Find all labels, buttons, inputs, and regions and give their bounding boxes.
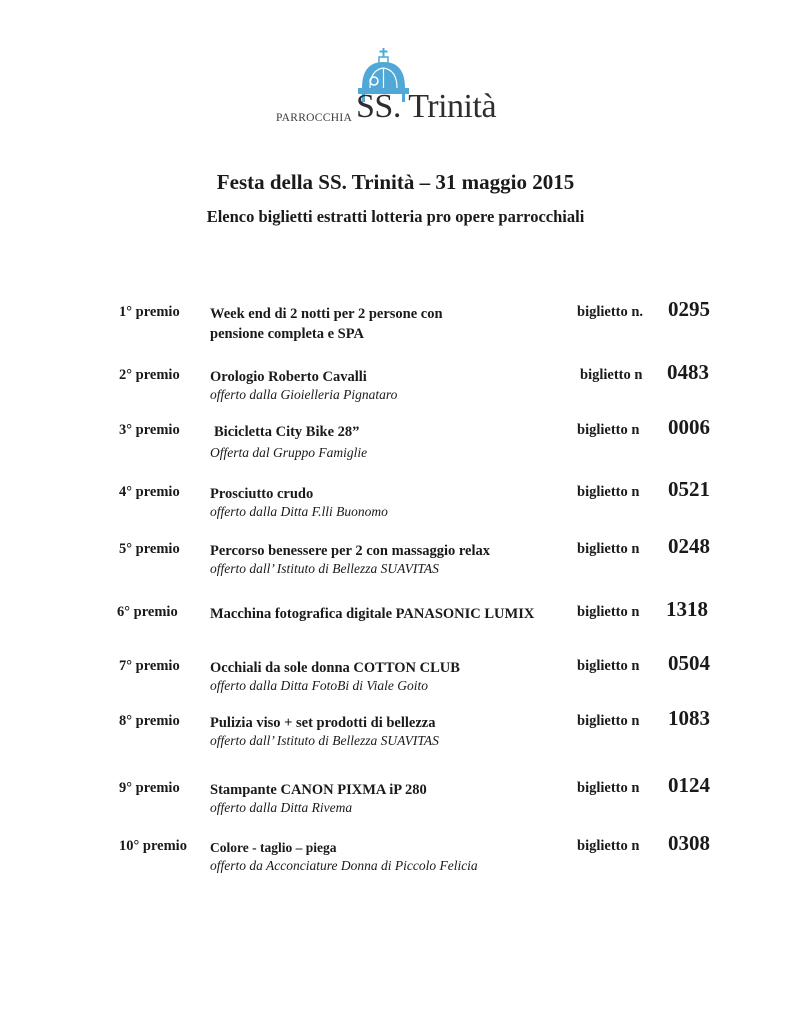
ticket-number: 0504 [668, 651, 710, 675]
ticket-number: 0124 [668, 773, 710, 797]
prize-offered-by: offerto dall’ Istituto di Bellezza SUAVITAS [210, 733, 439, 748]
prize-offered-by: offerto dalla Gioielleria Pignataro [210, 387, 398, 402]
prize-description: Colore - taglio – piega [210, 840, 337, 855]
ticket-label: biglietto n [577, 604, 640, 620]
prize-row-1 [0, 297, 791, 344]
prize-rank: 6° premio [117, 604, 178, 620]
ticket-label: biglietto n [577, 658, 640, 674]
prize-rank: 9° premio [119, 780, 180, 796]
ticket-number: 1318 [666, 597, 708, 621]
prize-description: Percorso benessere per 2 con massaggio relax [210, 543, 491, 559]
ticket-label: biglietto n [577, 713, 640, 729]
ticket-label: biglietto n [577, 541, 640, 557]
ticket-number: 0248 [668, 534, 710, 558]
prize-row-10 [0, 831, 791, 878]
logo-parish-label: PARROCCHIA [276, 112, 353, 124]
prize-offered-by: offerto da Acconciature Donna di Piccolo Felicia [210, 858, 478, 873]
ticket-number: 0521 [668, 477, 710, 501]
prize-rank: 1° premio [119, 304, 180, 320]
ticket-label: biglietto n [577, 838, 640, 854]
prize-rank: 8° premio [119, 713, 180, 729]
prize-row-4 [0, 477, 791, 524]
prize-description: Stampante CANON PIXMA iP 280 [210, 782, 427, 798]
page-title: Festa della SS. Trinità – 31 maggio 2015 [216, 170, 575, 194]
prize-description: Bicicletta City Bike 28” [214, 424, 360, 440]
parish-logo [270, 48, 497, 143]
prize-description: Occhiali da sole donna COTTON CLUB [210, 660, 460, 676]
prize-description: Pulizia viso + set prodotti di bellezza [210, 715, 436, 731]
prize-rank: 2° premio [119, 367, 180, 383]
prize-row-5 [0, 534, 791, 581]
prize-row-2 [0, 360, 791, 407]
prize-offered-by: offerto dall’ Istituto di Bellezza SUAVITAS [210, 561, 439, 576]
prize-description: Macchina fotografica digitale PANASONIC LUMIX [210, 606, 535, 622]
ticket-number: 0308 [668, 831, 710, 855]
prize-row-6 [0, 597, 791, 644]
ticket-label: biglietto n. [577, 304, 644, 320]
prize-rank: 7° premio [119, 658, 180, 674]
prize-rank: 3° premio [119, 422, 180, 438]
prize-rank: 10° premio [119, 838, 187, 854]
prize-description: Orologio Roberto Cavalli [210, 369, 367, 385]
ticket-number: 1083 [668, 706, 710, 730]
logo-parish-name: SS. Trinità [356, 88, 497, 125]
prize-row-9 [0, 773, 791, 820]
ticket-label: biglietto n [577, 484, 640, 500]
prize-row-3 [0, 415, 791, 462]
ticket-number: 0483 [667, 360, 709, 384]
prize-offered-by: offerto dalla Ditta FotoBi di Viale Goito [210, 678, 428, 693]
ticket-label: biglietto n [577, 422, 640, 438]
prize-description: Week end di 2 notti per 2 persone con pensione completa e SPA [210, 306, 443, 342]
prize-offered-by: offerto dalla Ditta Rivema [210, 800, 353, 815]
prize-offered-by: Offerta dal Gruppo Famiglie [210, 445, 368, 460]
prize-description: Prosciutto crudo [210, 486, 314, 502]
prize-row-8 [0, 706, 791, 753]
page-subtitle: Elenco biglietti estratti lotteria pro opere parrocchiali [206, 207, 585, 226]
prize-rank: 5° premio [119, 541, 180, 557]
prize-rank: 4° premio [119, 484, 180, 500]
ticket-number: 0295 [668, 297, 710, 321]
prize-offered-by: offerto dalla Ditta F.lli Buonomo [210, 504, 388, 519]
ticket-label: biglietto n [580, 367, 643, 383]
ticket-label: biglietto n [577, 780, 640, 796]
ticket-number: 0006 [668, 415, 710, 439]
prize-row-7 [0, 651, 791, 698]
